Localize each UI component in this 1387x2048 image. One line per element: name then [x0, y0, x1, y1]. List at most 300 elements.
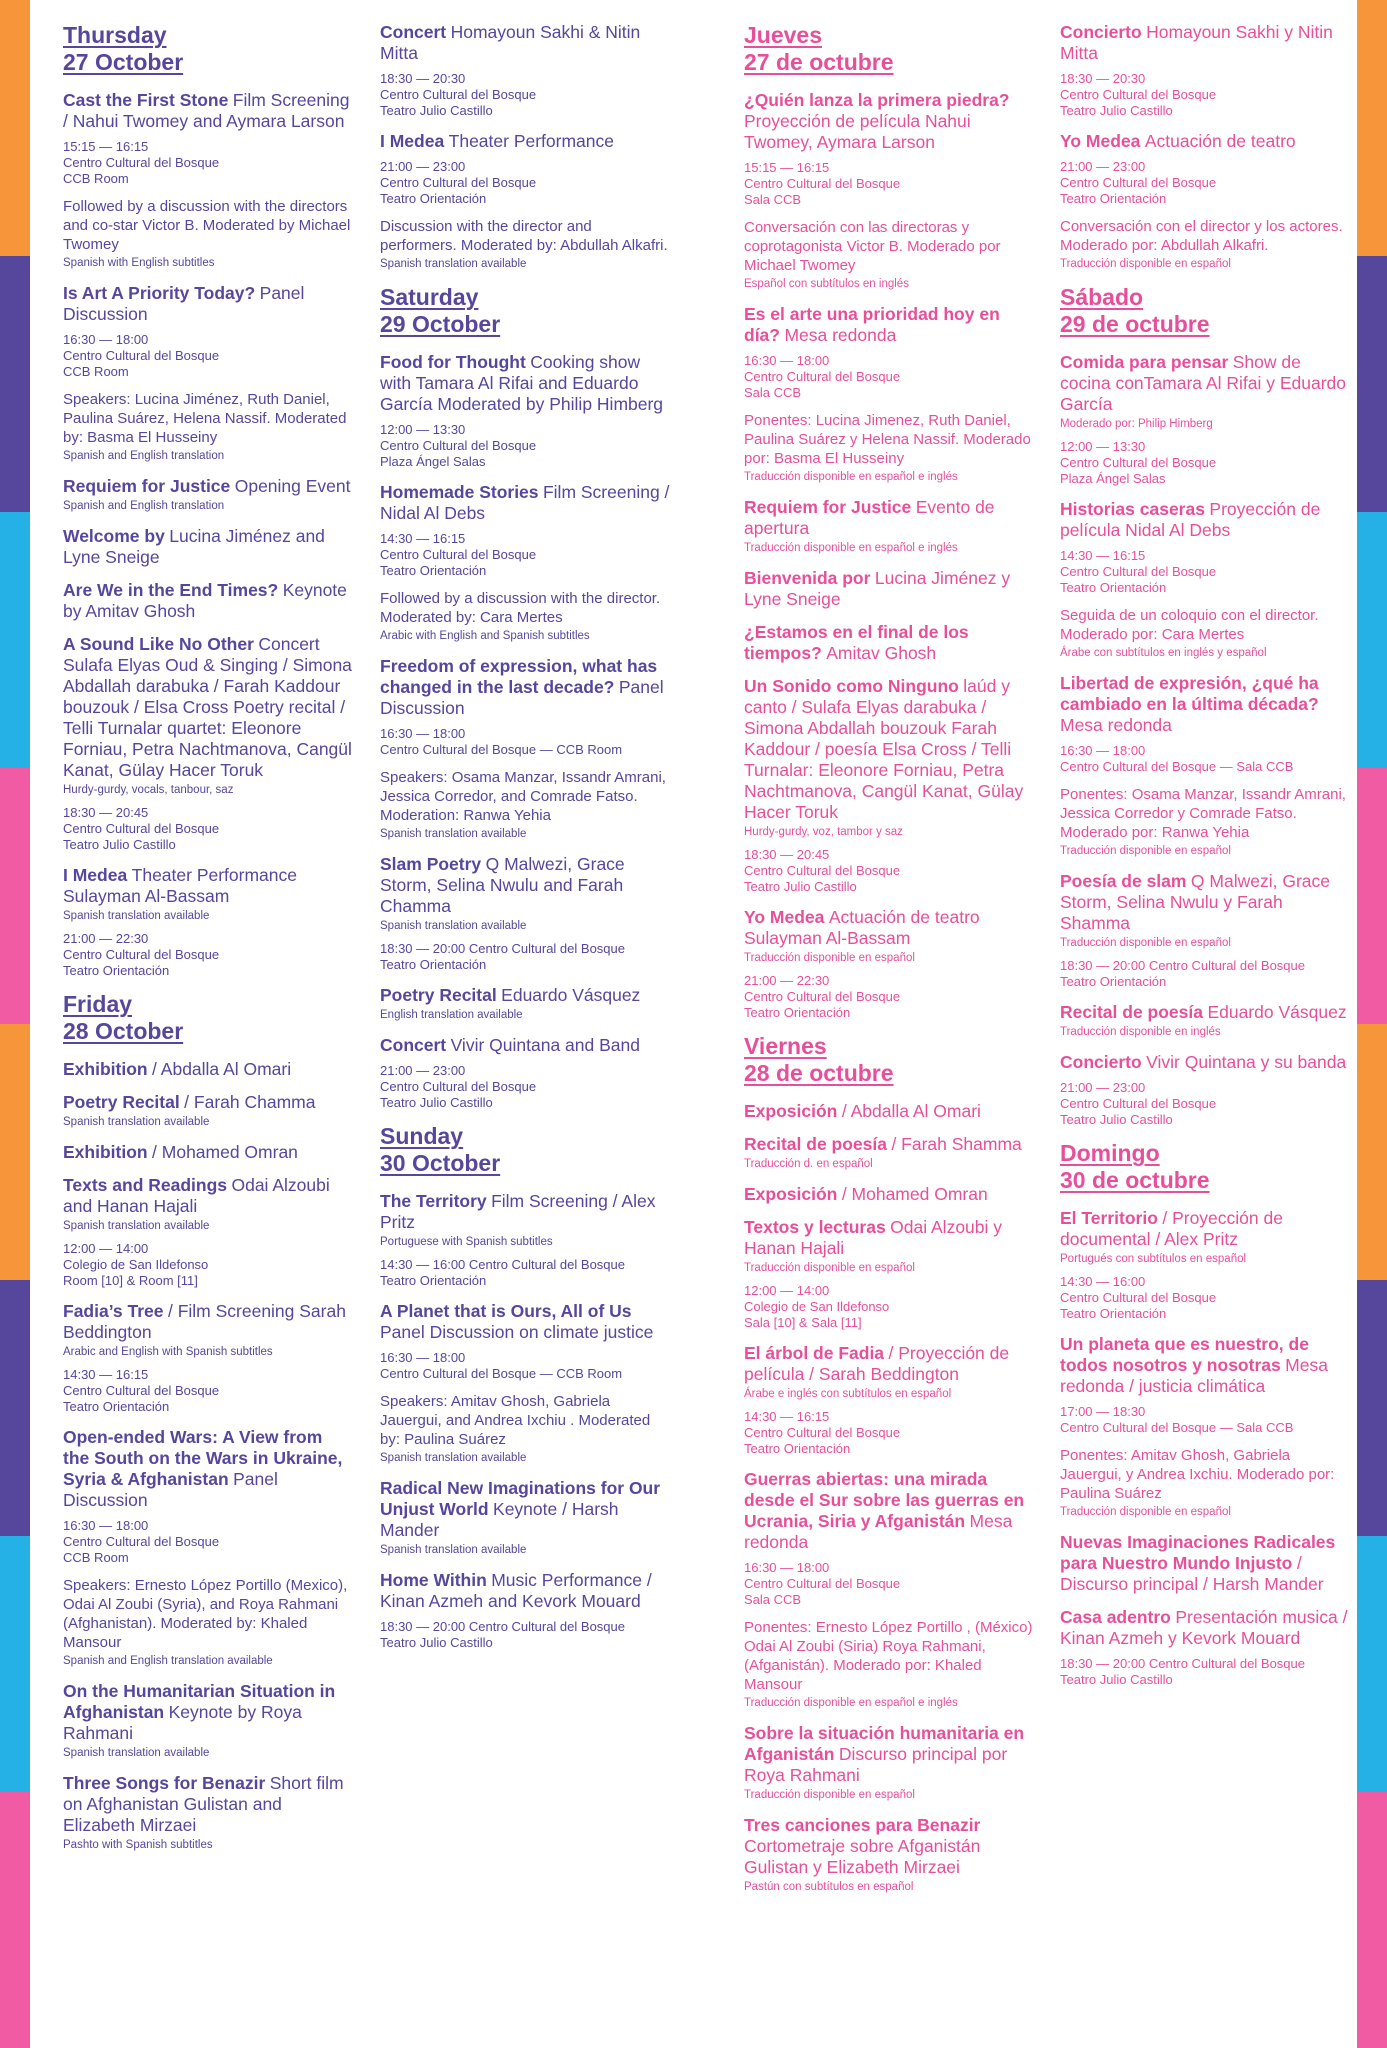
event-subtitle: Eduardo Vásquez: [501, 985, 641, 1005]
day-heading: [1060, 1140, 1350, 1194]
event-heading: [1060, 352, 1350, 415]
event-subtitle: Opening Event: [234, 476, 351, 496]
event-time: 16:30 — 18:00: [380, 1350, 466, 1365]
event-entry: [63, 1681, 353, 1761]
language-note: Arabic and English with Spanish subtitles: [63, 1346, 273, 1358]
event-title: Un planeta que es nuestro, de todos nosotros y nosotras: [1060, 1334, 1309, 1375]
day-name: Viernes: [744, 1033, 827, 1059]
day-name: Friday: [63, 991, 133, 1017]
event-heading: [744, 90, 1034, 153]
event-title: I Medea: [63, 865, 128, 885]
event-heading: [63, 1681, 353, 1744]
event-venue: Teatro Orientación: [1060, 191, 1167, 206]
event-venue: CCB Room: [63, 1550, 129, 1565]
event-time-place: [744, 1560, 1034, 1608]
stripe-band: [1357, 512, 1387, 768]
event-entry: [744, 1723, 1034, 1803]
event-title: El Territorio: [1060, 1208, 1158, 1228]
day-heading: [380, 284, 670, 338]
event-venue: Centro Cultural del Bosque: [744, 176, 901, 191]
event-heading: [1060, 22, 1350, 64]
event-subtitle: Q Malwezi, Grace Storm, Selina Nwulu y Farah Shamma: [1060, 871, 1330, 933]
event-description: Speakers: Lucina Jiménez, Ruth Daniel, Paulina Suárez, Helena Nassif. Moderated by: Basma El Husseiny: [63, 391, 347, 446]
event-entry: [63, 1142, 353, 1163]
event-subtitle: / Farah Chamma: [184, 1092, 316, 1112]
event-heading: [744, 1217, 1034, 1259]
event-venue: Teatro Orientación: [744, 1005, 851, 1020]
language-note: Spanish translation available: [380, 1452, 527, 1464]
event-heading: [63, 1059, 353, 1080]
event-venue: Teatro Orientación: [380, 957, 487, 972]
language-note: Spanish translation available: [63, 1220, 210, 1232]
event-heading: [380, 1035, 670, 1056]
event-venue: Sala CCB: [744, 192, 802, 207]
event-subtitle: / Mohamed Omran: [841, 1184, 988, 1204]
event-time: 18:30 — 20:00 Centro Cultural del Bosque: [380, 1619, 625, 1634]
event-entry: [1060, 1607, 1350, 1688]
event-entry: [380, 656, 670, 842]
event-heading: [744, 1134, 1034, 1155]
event-venue: Teatro Julio Castillo: [1060, 103, 1173, 118]
event-venue: Room [10] & Room [11]: [63, 1273, 198, 1288]
event-heading: [744, 1184, 1034, 1205]
event-heading: [63, 526, 353, 568]
event-time: 18:30 — 20:00 Centro Cultural del Bosque: [1060, 1656, 1305, 1671]
right-color-stripe: [1357, 0, 1387, 2048]
event-time: 18:30 — 20:30: [380, 71, 466, 86]
event-title: Sobre la situación humanitaria en Afganistán: [744, 1723, 1025, 1764]
event-title: Es el arte una prioridad hoy en día?: [744, 304, 1000, 345]
event-title: Textos y lecturas: [744, 1217, 886, 1237]
event-subtitle: / Film Screening Sarah Beddington: [63, 1301, 346, 1342]
stripe-band: [0, 768, 30, 1024]
event-venue: Centro Cultural del Bosque — CCB Room: [380, 1366, 623, 1381]
event-venue: Centro Cultural del Bosque: [63, 348, 220, 363]
event-title: ¿Quién lanza la primera piedra?: [744, 90, 1010, 110]
event-title: Un Sonido como Ninguno: [744, 676, 959, 696]
event-title: Slam Poetry: [380, 854, 482, 874]
language-note: Portuguese with Spanish subtitles: [380, 1236, 553, 1248]
language-note: Spanish and English translation: [63, 450, 225, 462]
event-venue: Centro Cultural del Bosque: [380, 1079, 537, 1094]
day-name: Sunday: [380, 1123, 464, 1149]
event-subtitle: Lucina Jiménez y Lyne Sneige: [744, 568, 1011, 609]
event-title: Is Art A Priority Today?: [63, 283, 256, 303]
event-title: Bienvenida por: [744, 568, 871, 588]
event-subtitle: / Proyección de documental / Alex Pritz: [1060, 1208, 1283, 1249]
event-time-place: [63, 1241, 353, 1289]
stripe-band: [0, 256, 30, 512]
event-title: Are We in the End Times?: [63, 580, 279, 600]
event-subtitle: Proyección de película Nahui Twomey, Aymara Larson: [744, 111, 971, 152]
event-time: 16:30 — 18:00: [380, 726, 466, 741]
column-english-sat-sun: [380, 22, 670, 1663]
event-subtitle: / Abdalla Al Omari: [841, 1101, 981, 1121]
event-entry: [63, 1059, 353, 1080]
event-title: Exhibition: [63, 1059, 148, 1079]
event-entry: [744, 622, 1034, 664]
event-entry: [1060, 22, 1350, 119]
day-date: 28 October: [63, 1018, 184, 1044]
event-time: 18:30 — 20:00 Centro Cultural del Bosque: [1060, 958, 1305, 973]
event-description: Ponentes: Osama Manzar, Issandr Amrani, Jessica Corredor y Comrade Fatso. Moderado por: Ranwa Yehia: [1060, 786, 1346, 841]
event-subtitle: / Discurso principal / Harsh Mander: [1060, 1553, 1324, 1594]
event-description: Conversación con el director y los actores. Moderado por: Abdullah Alkafri.: [1060, 218, 1343, 254]
event-time-place: [744, 160, 1034, 208]
event-time-place: [380, 71, 670, 119]
event-heading: [63, 1175, 353, 1217]
event-title: Fadia’s Tree: [63, 1301, 164, 1321]
language-note: Traducción d. en español: [744, 1158, 873, 1170]
event-description: Discussion with the director and performers. Moderated by: Abdullah Alkafri.: [380, 218, 668, 254]
event-heading: [744, 1815, 1034, 1878]
event-time: 14:30 — 16:00: [1060, 1274, 1146, 1289]
event-subtitle: Amitav Ghosh: [826, 643, 937, 663]
event-entry: [63, 1427, 353, 1669]
event-entry: [744, 1343, 1034, 1457]
event-title: Welcome by: [63, 526, 165, 546]
event-time-place: [1060, 159, 1350, 207]
language-note: Árabe e inglés con subtítulos en español: [744, 1388, 952, 1400]
event-venue: Plaza Ángel Salas: [380, 454, 486, 469]
event-entry: [380, 131, 670, 272]
event-heading: [380, 854, 670, 917]
event-subtitle: Q Malwezi, Grace Storm, Selina Nwulu and Farah Chamma: [380, 854, 625, 916]
event-heading: [380, 352, 670, 415]
event-heading: [380, 1301, 670, 1343]
event-time-place: [744, 1283, 1034, 1331]
day-heading: [1060, 284, 1350, 338]
event-heading: [63, 1773, 353, 1836]
event-time: 14:30 — 16:15: [380, 531, 466, 546]
event-time: 15:15 — 16:15: [63, 139, 149, 154]
event-heading: [380, 482, 670, 524]
event-entry: [63, 90, 353, 271]
event-title: On the Humanitarian Situation in Afghanistan: [63, 1681, 336, 1722]
day-date: 30 de octubre: [1060, 1167, 1210, 1193]
event-title: Poetry Recital: [63, 1092, 180, 1112]
day-name: Domingo: [1060, 1140, 1160, 1166]
language-note: Hurdy-gurdy, voz, tambor y saz: [744, 826, 903, 838]
event-entry: [1060, 1532, 1350, 1595]
event-time-place: [63, 1367, 353, 1415]
event-time: 21:00 — 22:30: [744, 973, 830, 988]
event-entry: [744, 90, 1034, 292]
event-heading: [1060, 131, 1350, 152]
event-heading: [380, 1191, 670, 1233]
event-venue: Sala CCB: [744, 385, 802, 400]
day-date: 27 de octubre: [744, 49, 894, 75]
event-subtitle: Cortometraje sobre Afganistán Gulistan y Elizabeth Mirzaei: [744, 1836, 981, 1877]
language-note: Spanish with English subtitles: [63, 257, 215, 269]
language-note: Spanish translation available: [63, 910, 210, 922]
day-date: 28 de octubre: [744, 1060, 894, 1086]
event-venue: CCB Room: [63, 171, 129, 186]
event-description: Followed by a discussion with the director. Moderated by: Cara Mertes: [380, 590, 661, 626]
event-venue: Teatro Orientación: [380, 1273, 487, 1288]
event-heading: [380, 985, 670, 1006]
event-title: Concierto: [1060, 22, 1142, 42]
event-description: Speakers: Osama Manzar, Issandr Amrani, Jessica Corredor, and Comrade Fatso. Moderation: Ranwa Yehia: [380, 769, 666, 824]
stripe-band: [0, 1792, 30, 2048]
event-heading: [1060, 1208, 1350, 1250]
event-venue: Centro Cultural del Bosque: [744, 989, 901, 1004]
event-venue: Plaza Ángel Salas: [1060, 471, 1166, 486]
event-time-place: [744, 353, 1034, 401]
event-venue: Centro Cultural del Bosque: [63, 155, 220, 170]
event-heading: [63, 634, 353, 781]
day-name: Jueves: [744, 22, 823, 48]
event-title: Texts and Readings: [63, 1175, 228, 1195]
event-heading: [744, 304, 1034, 346]
event-time: 12:00 — 13:30: [1060, 439, 1146, 454]
event-heading: [380, 1570, 670, 1612]
event-venue: Centro Cultural del Bosque: [380, 438, 537, 453]
event-subtitle: Odai Alzoubi y Hanan Hajali: [744, 1217, 1003, 1258]
event-entry: [380, 985, 670, 1023]
stripe-band: [0, 512, 30, 768]
event-entry: [744, 1134, 1034, 1172]
event-venue: Teatro Julio Castillo: [380, 103, 493, 118]
event-time: 21:00 — 23:00: [380, 1063, 466, 1078]
event-subtitle: / Mohamed Omran: [152, 1142, 298, 1162]
event-subtitle: Vivir Quintana y su banda: [1146, 1052, 1347, 1072]
language-note: Spanish translation available: [63, 1747, 210, 1759]
event-entry: [380, 1570, 670, 1651]
event-time-place: [744, 973, 1034, 1021]
event-title: Exposición: [744, 1101, 838, 1121]
stripe-band: [1357, 0, 1387, 256]
event-title: Open-ended Wars: A View from the South on the Wars in Ukraine, Syria & Afghanistan: [63, 1427, 343, 1489]
event-heading: [1060, 1334, 1350, 1397]
language-note: Portugués con subtítulos en español: [1060, 1253, 1247, 1265]
event-time-place: [1060, 71, 1350, 119]
event-time: 16:30 — 18:00: [63, 1518, 149, 1533]
event-venue: Centro Cultural del Bosque: [1060, 564, 1217, 579]
language-note: Traducción disponible en español e inglés: [744, 471, 958, 483]
event-heading: [1060, 1532, 1350, 1595]
event-venue: Centro Cultural del Bosque — Sala CCB: [1060, 1420, 1294, 1435]
event-heading: [63, 1142, 353, 1163]
event-venue: Centro Cultural del Bosque: [1060, 455, 1217, 470]
event-title: A Planet that is Ours, All of Us: [380, 1301, 632, 1321]
event-venue: Teatro Orientación: [1060, 1306, 1167, 1321]
event-time-place: [744, 847, 1034, 895]
event-time: 21:00 — 23:00: [1060, 1080, 1146, 1095]
event-venue: Centro Cultural del Bosque: [63, 821, 220, 836]
event-entry: [63, 283, 353, 464]
day-heading: [63, 991, 353, 1045]
event-title: Concierto: [1060, 1052, 1142, 1072]
language-note: Traducción disponible en español: [744, 1262, 915, 1274]
event-time: 14:30 — 16:15: [1060, 548, 1146, 563]
event-entry: [1060, 131, 1350, 272]
event-venue: Teatro Orientación: [63, 963, 170, 978]
event-subtitle: Panel Discussion on climate justice: [380, 1322, 654, 1342]
event-entry: [744, 676, 1034, 895]
event-description: Speakers: Ernesto López Portillo (Mexico), Odai Al Zoubi (Syria), and Roya Rahmani (Afghanistan). Moderated by: Khaled Mansour: [63, 1577, 348, 1651]
event-title: Comida para pensar: [1060, 352, 1229, 372]
language-note: Spanish and English translation: [63, 500, 225, 512]
event-subtitle: Mesa redonda: [784, 325, 897, 345]
event-subtitle: Keynote / Harsh Mander: [380, 1499, 619, 1540]
event-venue: Centro Cultural del Bosque: [1060, 175, 1217, 190]
event-entry: [380, 1035, 670, 1111]
stripe-band: [1357, 256, 1387, 512]
event-entry: [744, 1815, 1034, 1895]
day-name: Thursday: [63, 22, 167, 48]
column-spanish-sab-dom: [1060, 22, 1350, 1700]
event-heading: [63, 1092, 353, 1113]
event-subtitle: Evento de apertura: [744, 497, 995, 538]
day-date: 29 de octubre: [1060, 311, 1210, 337]
event-entry: [63, 865, 353, 979]
event-subtitle: Film Screening / Nahui Twomey and Aymara Larson: [63, 90, 350, 131]
column-spanish-jue-vie: [744, 22, 1034, 1907]
event-title: Tres canciones para Benazir: [744, 1815, 981, 1835]
event-heading: [63, 90, 353, 132]
event-heading: [63, 283, 353, 325]
event-time: 16:30 — 18:00: [744, 353, 830, 368]
event-venue: Teatro Orientación: [1060, 580, 1167, 595]
event-venue: Teatro Orientación: [1060, 974, 1167, 989]
event-heading: [744, 497, 1034, 539]
event-title: Requiem for Justice: [744, 497, 912, 517]
event-time: 14:30 — 16:15: [744, 1409, 830, 1424]
language-note: Pastún con subtítulos en español: [744, 1881, 914, 1893]
event-subtitle: Cooking show with Tamara Al Rifai and Eduardo García Moderated by Philip Himberg: [380, 352, 664, 414]
event-entry: [1060, 1002, 1350, 1040]
language-note: Spanish and English translation available: [63, 1655, 273, 1667]
event-time-place: [1060, 1274, 1350, 1322]
event-title: Nuevas Imaginaciones Radicales para Nuestro Mundo Injusto: [1060, 1532, 1336, 1573]
language-note: Traducción disponible en español e inglés: [744, 1697, 958, 1709]
event-time-place: [380, 1257, 670, 1289]
event-time-place: [380, 941, 670, 973]
event-time: 14:30 — 16:00 Centro Cultural del Bosque: [380, 1257, 625, 1272]
event-venue: Centro Cultural del Bosque: [744, 863, 901, 878]
event-title: Yo Medea: [744, 907, 825, 927]
event-heading: [380, 131, 670, 152]
event-venue: Centro Cultural del Bosque: [1060, 1096, 1217, 1111]
event-time: 18:30 — 20:45: [744, 847, 830, 862]
event-title: El árbol de Fadia: [744, 1343, 885, 1363]
event-time-place: [1060, 1656, 1350, 1688]
language-note: Traducción disponible en inglés: [1060, 1026, 1221, 1038]
language-note: Traducción disponible en español: [1060, 258, 1231, 270]
event-subtitle: Theater Performance Sulayman Al-Bassam: [63, 865, 298, 906]
event-entry: [380, 22, 670, 119]
event-time: 21:00 — 22:30: [63, 931, 149, 946]
event-subtitle: Keynote by Amitav Ghosh: [63, 580, 347, 621]
event-venue: Teatro Julio Castillo: [744, 879, 857, 894]
event-subtitle: Proyección de película Nidal Al Debs: [1060, 499, 1321, 540]
event-subtitle: Film Screening / Alex Pritz: [380, 1191, 656, 1232]
event-venue: Teatro Orientación: [744, 1441, 851, 1456]
event-title: Exhibition: [63, 1142, 148, 1162]
event-entry: [744, 907, 1034, 1021]
event-time-place: [380, 726, 670, 758]
language-note: Árabe con subtítulos en inglés y español: [1060, 647, 1267, 659]
stripe-band: [0, 0, 30, 256]
event-subtitle: Presentación musica / Kinan Azmeh y Kevork Mouard: [1060, 1607, 1348, 1648]
event-heading: [63, 476, 353, 497]
event-time-place: [380, 1063, 670, 1111]
event-heading: [744, 1343, 1034, 1385]
stripe-band: [1357, 1024, 1387, 1280]
language-note: Arabic with English and Spanish subtitles: [380, 630, 590, 642]
event-subtitle: Short film on Afghanistan Gulistan and Elizabeth Mirzaei: [63, 1773, 344, 1835]
schedule-page: [30, 0, 1357, 2048]
event-time-place: [1060, 958, 1350, 990]
language-note: English translation available: [380, 1009, 523, 1021]
event-venue: Teatro Julio Castillo: [1060, 1672, 1173, 1687]
event-entry: [380, 1301, 670, 1466]
event-time-place: [1060, 1404, 1350, 1436]
language-note: Traducción disponible en español: [1060, 1506, 1231, 1518]
event-time-place: [380, 422, 670, 470]
event-heading: [744, 568, 1034, 610]
event-venue: Centro Cultural del Bosque: [744, 1425, 901, 1440]
event-time: 16:30 — 18:00: [63, 332, 149, 347]
stripe-band: [0, 1024, 30, 1280]
event-description: Followed by a discussion with the directors and co-star Victor B. Moderated by Michael Twomey: [63, 198, 351, 253]
event-title: Exposición: [744, 1184, 838, 1204]
event-time-place: [63, 931, 353, 979]
event-entry: [1060, 1334, 1350, 1520]
language-note: Traducción disponible en español: [744, 1789, 915, 1801]
language-note: Traducción disponible en español: [1060, 845, 1231, 857]
event-subtitle: Lucina Jiménez and Lyne Sneige: [63, 526, 325, 567]
event-subtitle: Actuación de teatro: [1144, 131, 1296, 151]
event-heading: [63, 1427, 353, 1511]
event-heading: [63, 1301, 353, 1343]
event-venue: Teatro Orientación: [380, 563, 487, 578]
event-time: 18:30 — 20:30: [1060, 71, 1146, 86]
event-venue: Teatro Orientación: [380, 191, 487, 206]
stripe-band: [0, 1536, 30, 1792]
event-time-place: [380, 1350, 670, 1382]
day-heading: [744, 22, 1034, 76]
event-title: Guerras abiertas: una mirada desde el Sur sobre las guerras en Ucrania, Siria y Afganistán: [744, 1469, 1025, 1531]
stripe-band: [1357, 1280, 1387, 1536]
event-subtitle: Panel Discussion: [63, 283, 305, 324]
event-entry: [744, 497, 1034, 556]
event-venue: Centro Cultural del Bosque: [744, 369, 901, 384]
event-title: Three Songs for Benazir: [63, 1773, 266, 1793]
event-subtitle: Music Performance / Kinan Azmeh and Kevork Mouard: [380, 1570, 652, 1611]
event-entry: [380, 352, 670, 470]
event-entry: [63, 1092, 353, 1130]
event-subtitle: Mesa redonda: [1060, 715, 1172, 735]
event-venue: Centro Cultural del Bosque: [380, 87, 537, 102]
event-time: 16:30 — 18:00: [1060, 743, 1146, 758]
event-venue: Teatro Julio Castillo: [63, 837, 176, 852]
event-title: Requiem for Justice: [63, 476, 231, 496]
event-time-place: [744, 1409, 1034, 1457]
event-entry: [1060, 1208, 1350, 1322]
event-heading: [63, 580, 353, 622]
event-subtitle: / Farah Shamma: [891, 1134, 1022, 1154]
event-title: Food for Thought: [380, 352, 526, 372]
event-title: Radical New Imaginations for Our Unjust World: [380, 1478, 661, 1519]
event-heading: [744, 1469, 1034, 1553]
event-entry: [380, 1478, 670, 1558]
event-title: A Sound Like No Other: [63, 634, 254, 654]
language-note: Traducción disponible en español: [744, 952, 915, 964]
event-time: 15:15 — 16:15: [744, 160, 830, 175]
event-time-place: [63, 332, 353, 380]
